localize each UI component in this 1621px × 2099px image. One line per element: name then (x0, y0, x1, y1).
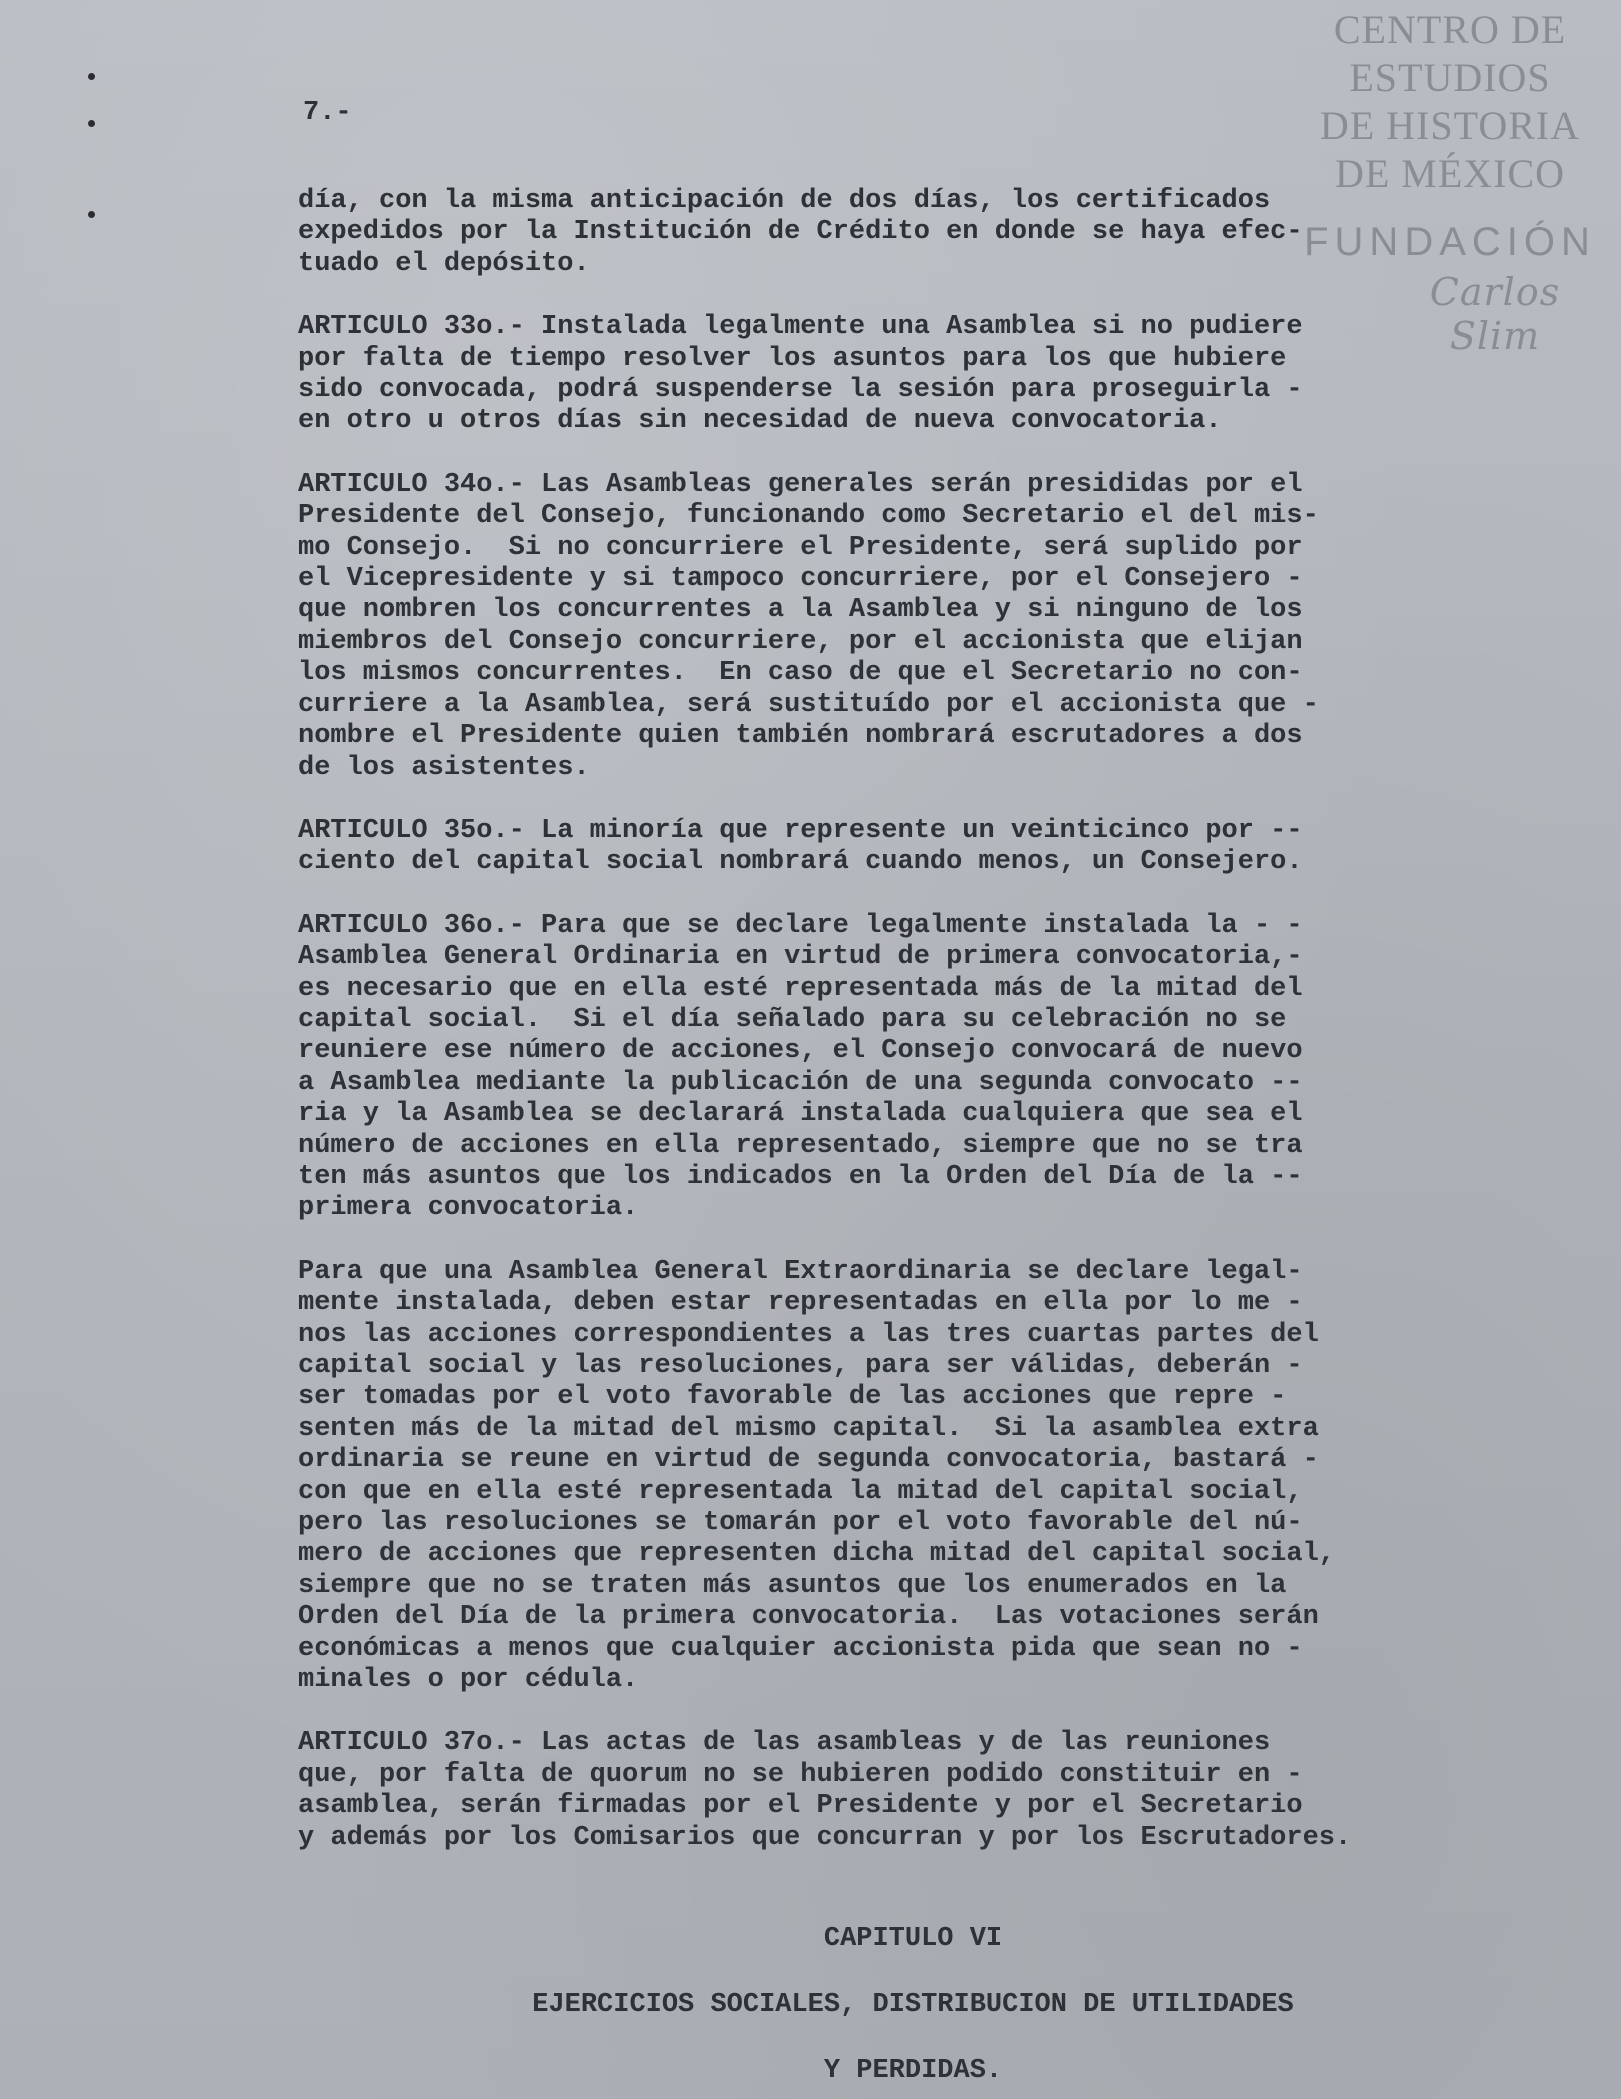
watermark-line-1: CENTRO DE (1333, 7, 1567, 52)
punch-hole-top (88, 73, 95, 80)
page-number: 7.- (303, 98, 352, 128)
watermark-line-3: DE HISTORIA (1319, 103, 1581, 148)
paragraph-article-37: ARTICULO 37o.- Las actas de las asambleas y de las reuniones que, por falta de quorum no se hubieren podido constituir en - asamblea, serán firmadas por el Presidente y por el Secretario y además por los Comisarios que concurran y por los Escrutadores. (298, 1728, 1352, 1853)
paragraph-extraordinary-assembly: Para que una Asamblea General Extraordinaria se declare legal- mente instalada, deben estar representadas en ella por lo me - nos las acciones correspondientes a las tres cuartas partes del capital social y las resoluciones, para ser válidas, deberán - ser tomadas por el voto favorable de las acciones que repre - senten más de la mitad del mismo capital. Si la asamblea extra ordinaria se reune en virtud de segunda convocatoria, bastará - con que en ella esté representada la mitad del capital social, pero las resoluciones se tomarán por el voto favorable del nú- mero de acciones que representen dicha mitad del capital social, siempre que no se traten más asuntos que los enumerados en la Orden del Día de la primera convocatoria. Las votaciones serán económicas a menos que cualquier accionista pida que sean no - minales o por cédula. (298, 1256, 1335, 1696)
chapter-number: CAPITULO VI (823, 1924, 1003, 1954)
watermark-signature: Carlos Slim (1429, 270, 1561, 358)
paragraph-continuation: día, con la misma anticipación de dos días, los certificados expedidos por la Institución de Crédito en donde se haya efec- tuado el depósito. (298, 186, 1303, 279)
paragraph-article-33: ARTICULO 33o.- Instalada legalmente una Asamblea si no pudiere por falta de tiempo resolver los asuntos para los que hubiere sido convocada, podrá suspenderse la sesión para proseguirla - en otro u otros días sin necesidad de nueva convocatoria. (298, 312, 1303, 437)
punch-hole-middle (88, 120, 95, 127)
paragraph-article-35: ARTICULO 35o.- La minoría que represente un veinticinco por -- ciento del capital social nombrará cuando menos, un Consejero. (298, 815, 1303, 878)
watermark-foundation: FUNDACIÓN (1304, 220, 1596, 264)
chapter-title-line-1: EJERCICIOS SOCIALES, DISTRIBUCION DE UTILIDADES (532, 1990, 1294, 2020)
watermark-line-4: DE MÉXICO (1334, 151, 1566, 196)
paragraph-article-36: ARTICULO 36o.- Para que se declare legalmente instalada la - - Asamblea General Ordinaria en virtud de primera convocatoria,- es necesario que en ella esté representada más de la mitad del capital social. Si el día señalado para su celebración no se reuniere ese número de acciones, el Consejo convocará de nuevo a Asamblea mediante la publicación de una segunda convocato -- ria y la Asamblea se declarará instalada cualquiera que sea el número de acciones en ella representado, siempre que no se tra ten más asuntos que los indicados en la Orden del Día de la -- primera convocatoria. (298, 910, 1303, 1224)
chapter-title-line-2: Y PERDIDAS. (823, 2056, 1003, 2086)
punch-hole-lower (88, 211, 95, 218)
document-body (298, 186, 1528, 1886)
watermark-line-2: ESTUDIOS (1349, 55, 1551, 100)
paragraph-article-34: ARTICULO 34o.- Las Asambleas generales serán presididas por el Presidente del Consejo, funcionando como Secretario el del mis- mo Consejo. Si no concurriere el Presidente, será suplido por el Vicepresidente y si tampoco concurriere, por el Consejero - que nombren los concurrentes a la Asamblea y si ninguno de los miembros del Consejo concurriere, por el accionista que elijan los mismos concurrentes. En caso de que el Secretario no con- curriere a la Asamblea, será sustituído por el accionista que - nombre el Presidente quien también nombrará escrutadores a dos de los asistentes. (298, 469, 1319, 783)
